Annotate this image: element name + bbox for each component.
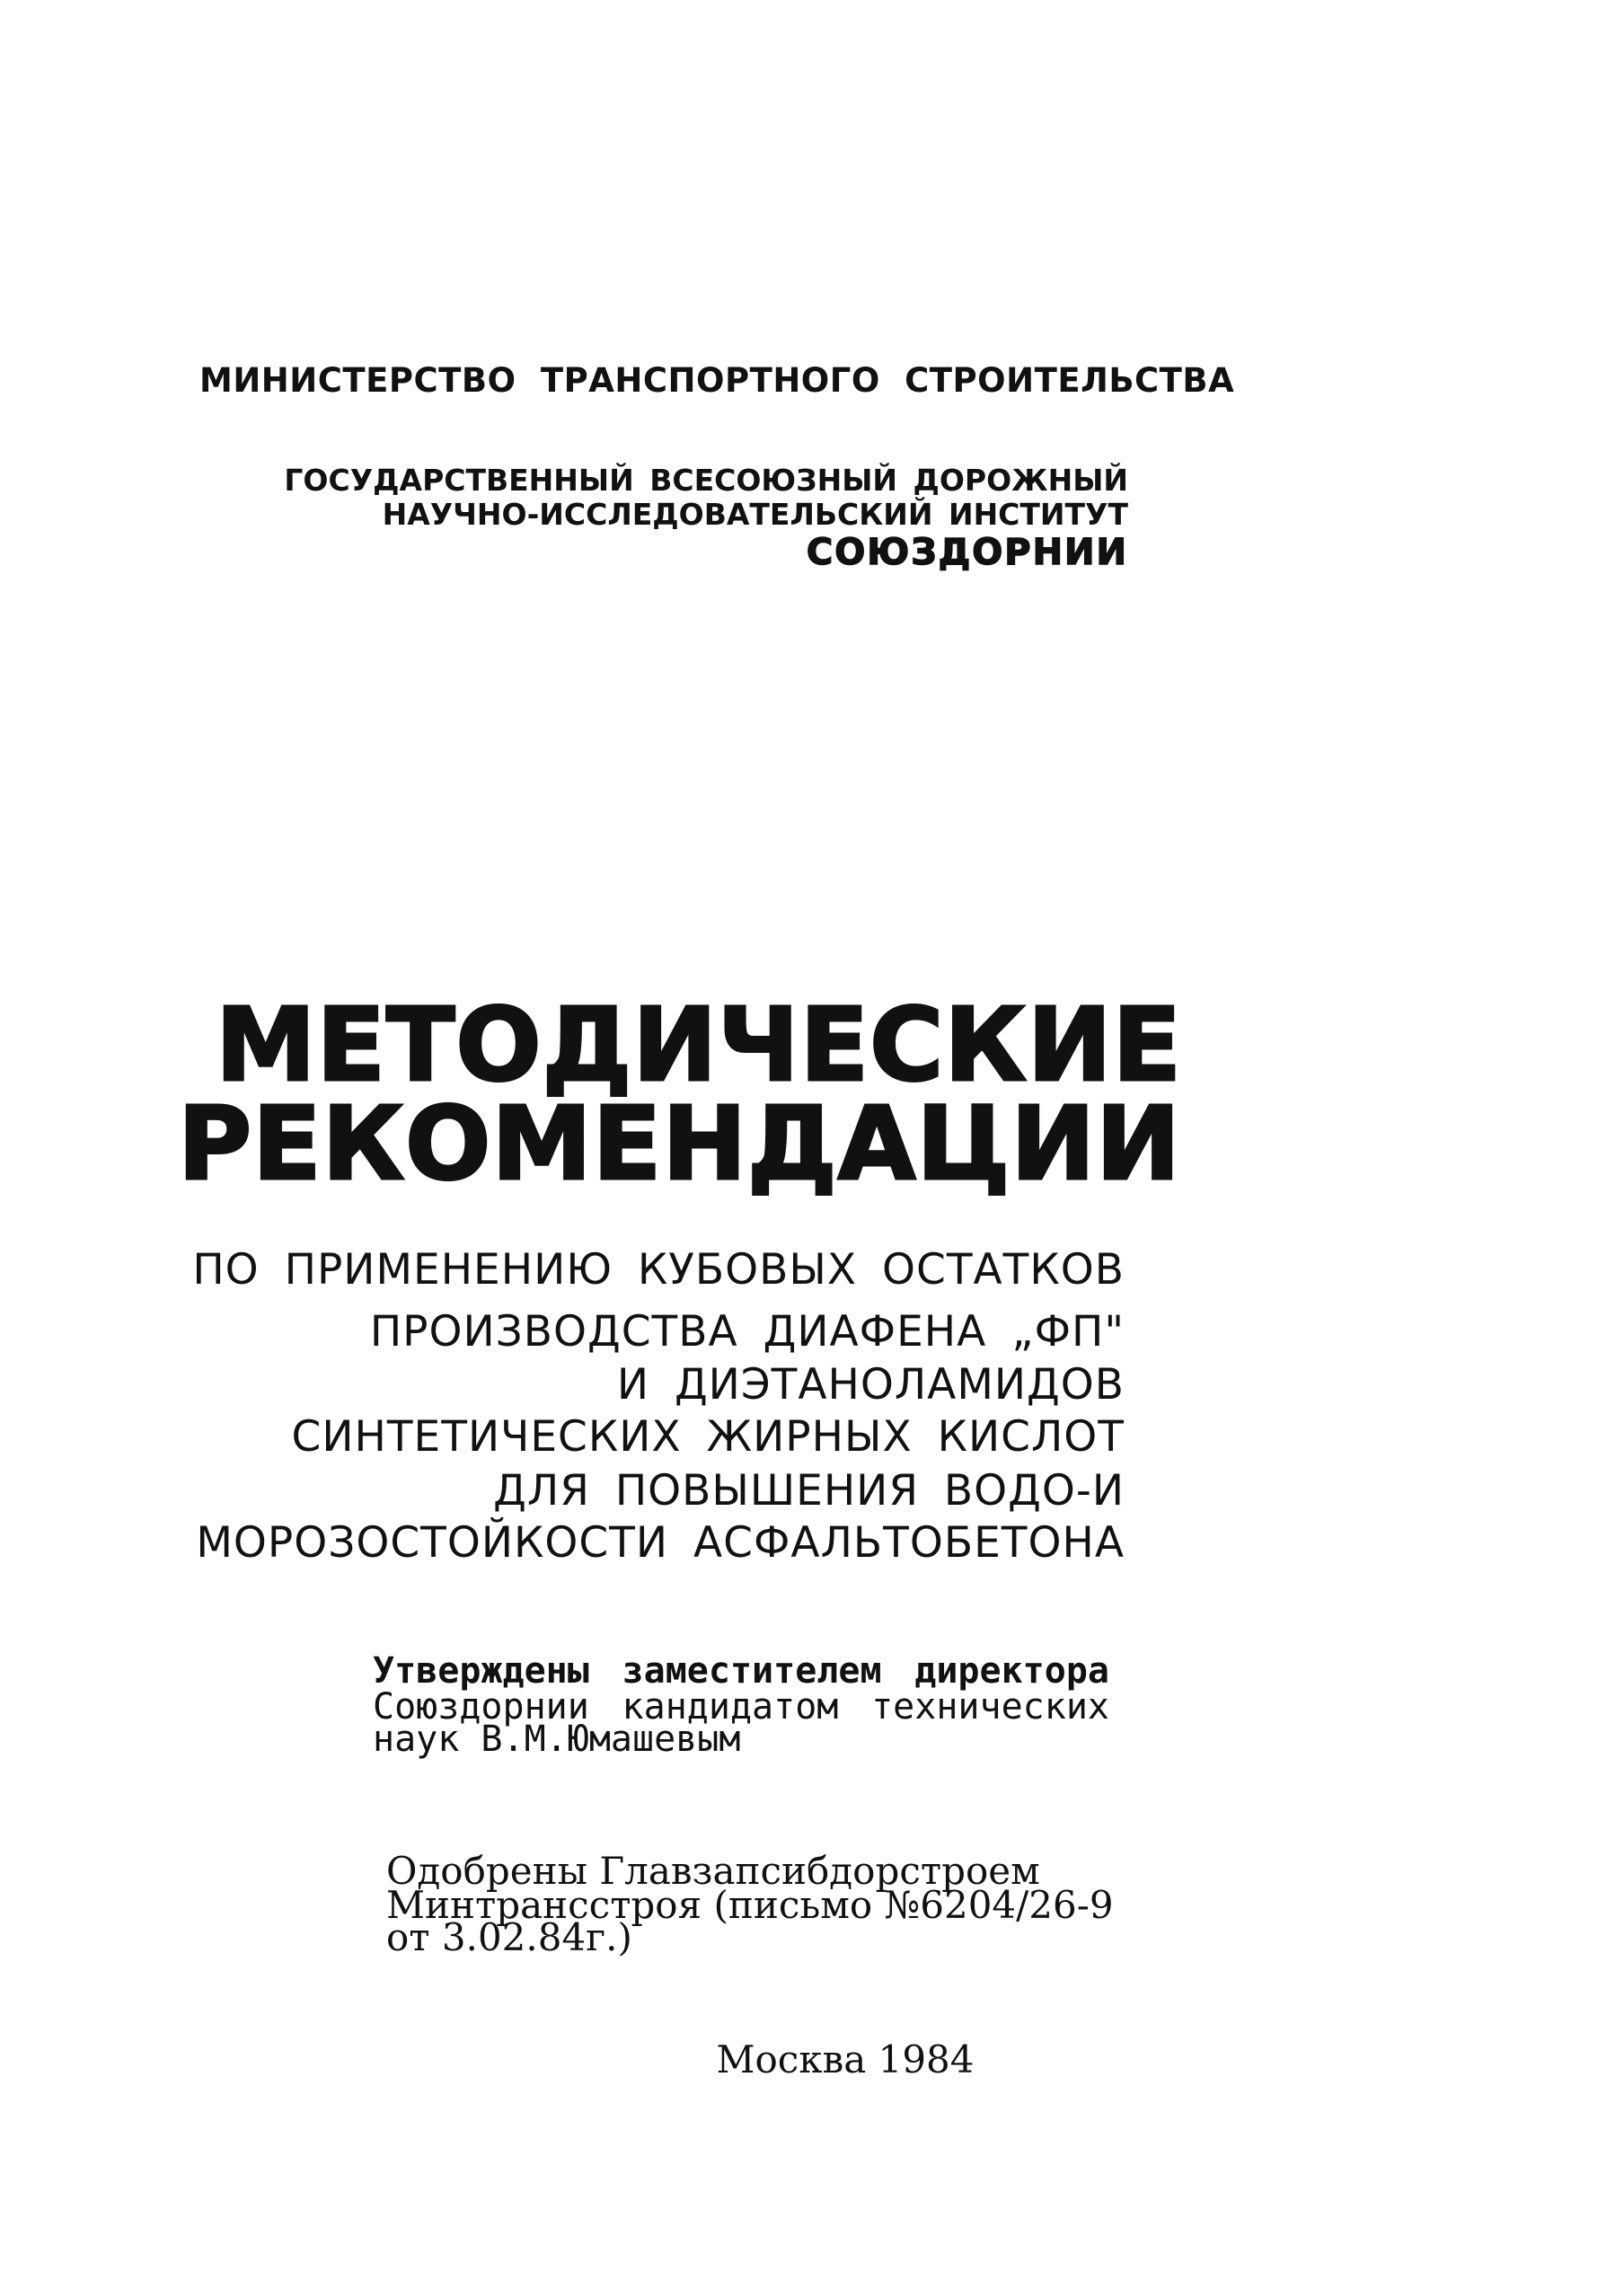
city-year: Москва 1984 bbox=[716, 2037, 975, 2081]
endorsement-line-3: от 3.02.84г.) bbox=[386, 1915, 632, 1959]
approval-line-1: Утверждены заместителем директора bbox=[373, 1650, 1109, 1692]
subtitle-line-5: ДЛЯ ПОВЫШЕНИЯ ВОДО-И bbox=[493, 1466, 1125, 1516]
institute-acronym: СОЮЗДОРНИИ bbox=[806, 532, 1128, 573]
subtitle-line-6: МОРОЗОСТОЙКОСТИ АСФАЛЬТОБЕТОНА bbox=[196, 1518, 1125, 1568]
endorsement-line-1: Одобрены Главзапсибдорстроем bbox=[386, 1849, 1040, 1893]
subtitle-line-3: И ДИЭТАНОЛАМИДОВ bbox=[616, 1360, 1125, 1410]
institute-name-line-2: НАУЧНО-ИССЛЕДОВАТЕЛЬСКИЙ ИНСТИТУТ bbox=[382, 497, 1128, 532]
institute-name-line-1: ГОСУДАРСТВЕННЫЙ ВСЕСОЮЗНЫЙ ДОРОЖНЫЙ bbox=[284, 463, 1128, 498]
subtitle-line-2: ПРОИЗВОДСТВА ДИАФЕНА „ФП" bbox=[369, 1307, 1125, 1357]
document-title-line-2: РЕКОМЕНДАЦИИ bbox=[178, 1086, 1181, 1203]
document-title-line-1: МЕТОДИЧЕСКИЕ bbox=[216, 987, 1183, 1104]
approval-line-3: наук В.М.Юмашевым bbox=[373, 1719, 741, 1760]
endorsement-line-2: Минтрансстроя (письмо №6204/26-9 bbox=[386, 1883, 1114, 1927]
subtitle-line-1: ПО ПРИМЕНЕНИЮ КУБОВЫХ ОСТАТКОВ bbox=[192, 1245, 1125, 1295]
approval-line-2: Союздорнии кандидатом технических bbox=[373, 1686, 1109, 1728]
subtitle-line-4: СИНТЕТИЧЕСКИХ ЖИРНЫХ КИСЛОТ bbox=[291, 1412, 1125, 1462]
ministry-name: МИНИСТЕРСТВО ТРАНСПОРТНОГО СТРОИТЕЛЬСТВА bbox=[199, 361, 1235, 400]
